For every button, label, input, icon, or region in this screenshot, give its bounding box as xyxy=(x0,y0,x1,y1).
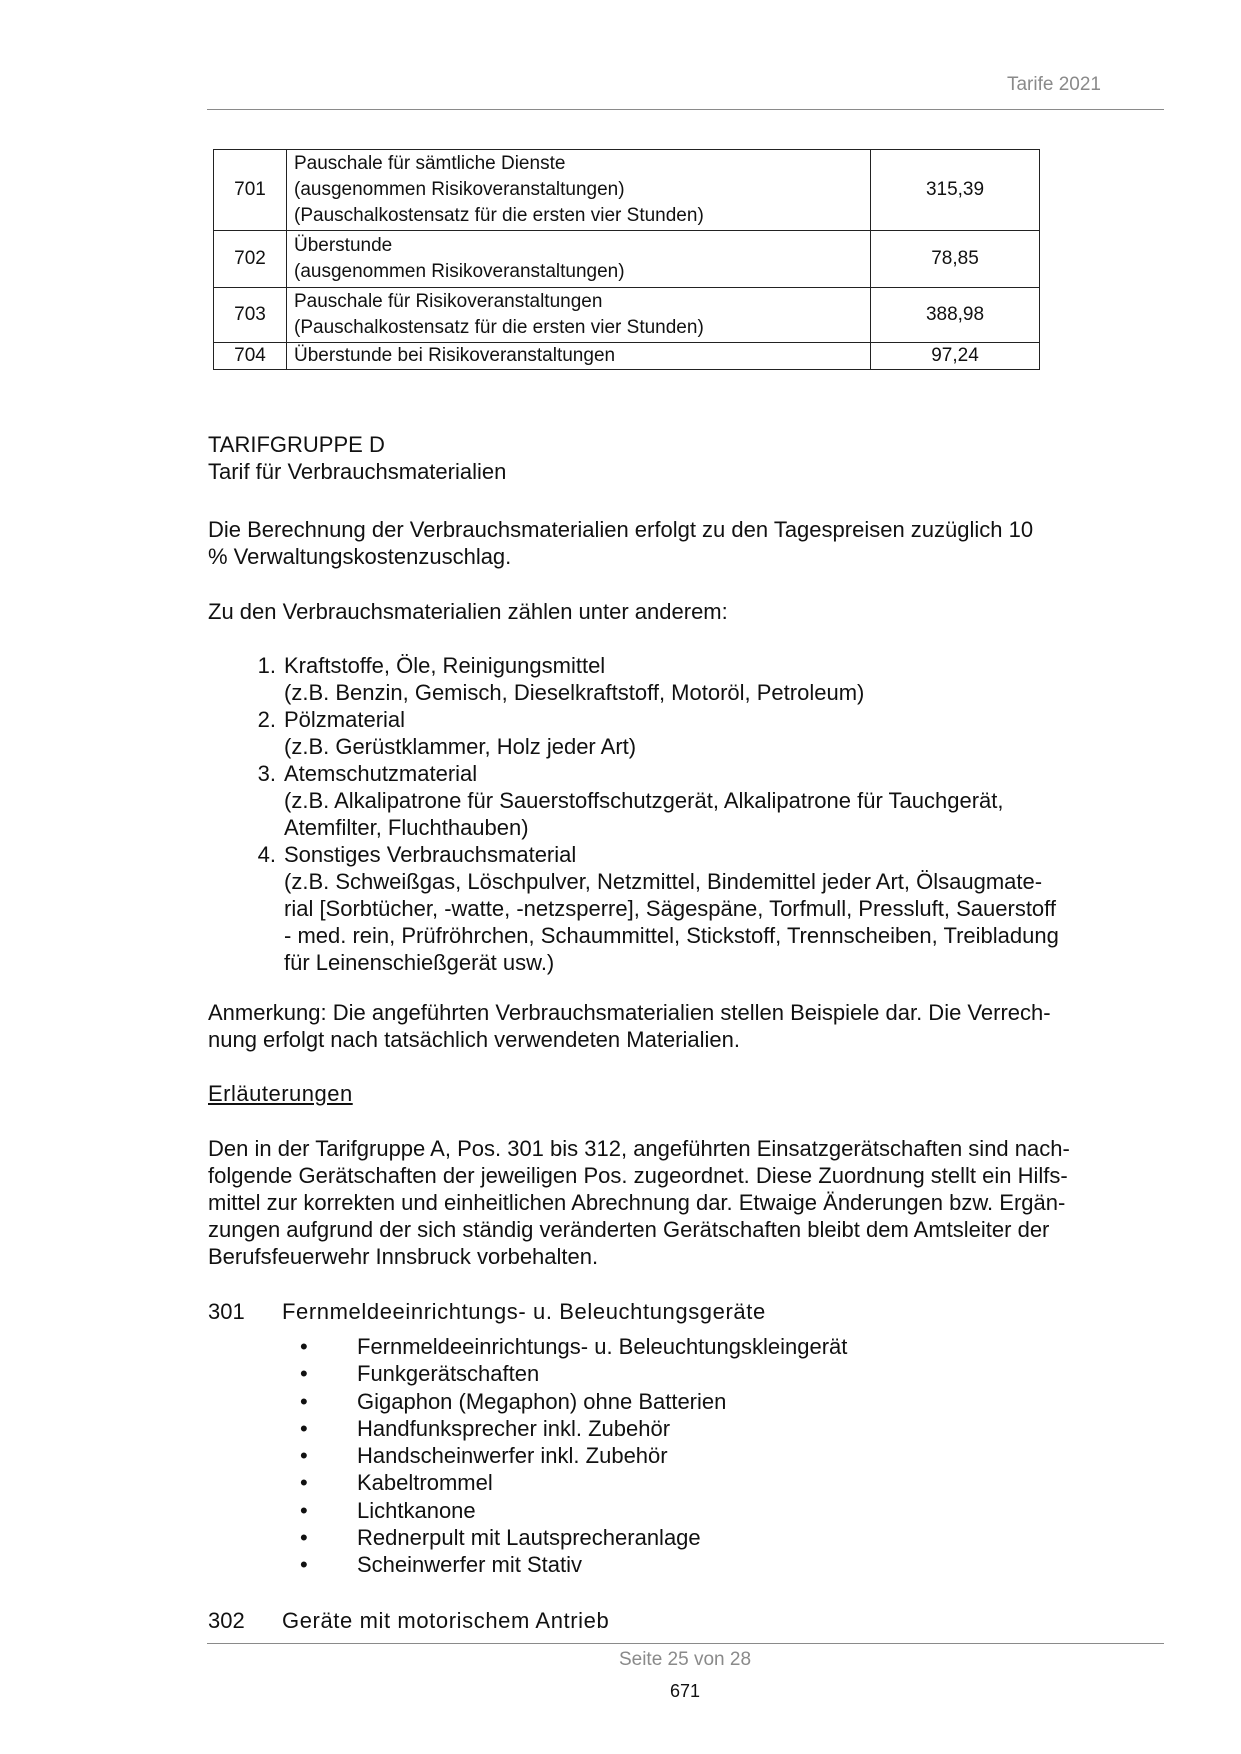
paragraph-line: zungen aufgrund der sich ständig veränderten Gerätschaften bleibt dem Amtsleiter der xyxy=(208,1217,1050,1242)
list-item-text: Gigaphon (Megaphon) ohne Batterien xyxy=(357,1388,727,1414)
table-row xyxy=(214,343,1040,370)
paragraph-line: Den in der Tarifgruppe A, Pos. 301 bis 312, angeführten Einsatzgerätschaften sind nach- xyxy=(208,1136,1070,1161)
row-price: 315,39 xyxy=(871,150,1040,231)
bullet-icon: • xyxy=(300,1334,308,1359)
list-item-text: Handfunksprecher inkl. Zubehör xyxy=(357,1415,671,1441)
bullet-icon: • xyxy=(300,1470,308,1496)
list-item-line: - med. rein, Prüfröhrchen, Schaummittel, Stickstoff, Trennscheiben, Treibladung xyxy=(284,923,1059,948)
intro-line: Die Berechnung der Verbrauchsmaterialien erfolgt zu den Tagespreisen zuzüglich 10 xyxy=(208,517,1034,542)
bullet-icon: • xyxy=(300,1497,308,1523)
row-number: 703 xyxy=(214,288,287,343)
list-item-text: Fernmeldeeinrichtungs- u. Beleuchtungskleingerät xyxy=(357,1334,848,1359)
table-row xyxy=(214,231,1040,288)
description-line: (ausgenommen Risikoveranstaltungen) xyxy=(294,179,625,200)
row-price: 78,85 xyxy=(871,231,1040,288)
description-line: Überstunde xyxy=(294,235,393,256)
row-description xyxy=(287,150,871,231)
row-number: 704 xyxy=(214,343,287,370)
position-title: Geräte mit motorischem Antrieb xyxy=(282,1608,610,1633)
list-item-line: rial [Sorbtücher, -watte, -netzsperre], Sägespäne, Torfmull, Pressluft, Sauerstoff xyxy=(284,896,1056,921)
row-number: 702 xyxy=(214,231,287,288)
list-item-number: 3. xyxy=(257,761,276,786)
list-item xyxy=(300,1524,847,1551)
description-line: (Pauschalkostensatz für die ersten vier Stunden) xyxy=(294,317,704,338)
section-subheading: Tarif für Verbrauchsmaterialien xyxy=(208,459,507,484)
description-line: Überstunde bei Risikoveranstaltungen xyxy=(294,345,616,366)
list-item-text: Funkgerätschaften xyxy=(357,1361,540,1387)
note-line: Anmerkung: Die angeführten Verbrauchsmaterialien stellen Beispiele dar. Die Verrech- xyxy=(208,1000,1051,1025)
bullet-icon: • xyxy=(300,1552,308,1578)
bullet-icon: • xyxy=(300,1361,308,1387)
list-item xyxy=(300,1333,847,1360)
list-item xyxy=(300,1415,847,1442)
list-item-line: Atemfilter, Fluchthauben) xyxy=(284,815,529,840)
paragraph-line: mittel zur korrekten und einheitlichen Abrechnung dar. Etwaige Änderungen bzw. Ergän- xyxy=(208,1190,1066,1215)
paragraph-line: folgende Gerätschaften der jeweiligen Pos. zugeordnet. Diese Zuordnung stellt ein Hilfs- xyxy=(208,1163,1068,1188)
list-item-line: Pölzmaterial xyxy=(284,707,406,732)
footer-page-label: Seite 25 von 28 xyxy=(618,1649,752,1670)
bullet-icon: • xyxy=(300,1415,308,1441)
list-item-line: Kraftstoffe, Öle, Reinigungsmittel xyxy=(284,653,606,678)
list-item-line: Sonstiges Verbrauchsmaterial xyxy=(284,842,577,867)
erlaeuterungen-heading: Erläuterungen xyxy=(208,1081,353,1106)
section-heading: TARIFGRUPPE D xyxy=(208,432,385,457)
list-item-text: Lichtkanone xyxy=(357,1497,476,1523)
list-item xyxy=(300,1442,847,1469)
description-line: (ausgenommen Risikoveranstaltungen) xyxy=(294,261,625,282)
list-item xyxy=(300,1388,847,1415)
row-description xyxy=(287,288,871,343)
list-item-number: 4. xyxy=(257,842,276,867)
list-item xyxy=(300,1469,847,1496)
list-item-line: für Leinenschießgerät usw.) xyxy=(284,950,555,975)
list-item xyxy=(300,1360,847,1387)
table-row xyxy=(214,150,1040,231)
row-price: 97,24 xyxy=(871,343,1040,370)
position-code: 301 xyxy=(208,1299,245,1324)
list-item-line: (z.B. Schweißgas, Löschpulver, Netzmittel, Bindemittel jeder Art, Ölsaugmate- xyxy=(284,869,1043,894)
bullet-icon: • xyxy=(300,1525,308,1551)
position-code: 302 xyxy=(208,1608,245,1633)
list-item-text: Scheinwerfer mit Stativ xyxy=(357,1552,582,1578)
table-row xyxy=(214,288,1040,343)
description-line: Pauschale für sämtliche Dienste xyxy=(294,153,566,174)
list-item-text: Handscheinwerfer inkl. Zubehör xyxy=(357,1443,668,1469)
list-item-number: 1. xyxy=(257,653,276,678)
position-302 xyxy=(208,1607,1108,1634)
row-description xyxy=(287,231,871,288)
footer-page-number: 671 xyxy=(669,1681,701,1701)
list-item-line: (z.B. Benzin, Gemisch, Dieselkraftstoff, Motoröl, Petroleum) xyxy=(284,680,865,705)
footer-rule xyxy=(207,1643,1164,1644)
equipment-list xyxy=(300,1333,847,1579)
row-number: 701 xyxy=(214,150,287,231)
note-line: nung erfolgt nach tatsächlich verwendeten Materialien. xyxy=(208,1027,740,1052)
header-title: Tarife 2021 xyxy=(1006,74,1101,95)
header-rule xyxy=(207,109,1164,110)
list-item-text: Rednerpult mit Lautsprecheranlage xyxy=(357,1525,701,1551)
list-item-line: (z.B. Alkalipatrone für Sauerstoffschutzgerät, Alkalipatrone für Tauchgerät, xyxy=(284,788,1004,813)
paragraph-line: Berufsfeuerwehr Innsbruck vorbehalten. xyxy=(208,1244,599,1269)
list-item xyxy=(300,1497,847,1524)
description-line: Pauschale für Risikoveranstaltungen xyxy=(294,291,603,312)
list-item xyxy=(300,1551,847,1578)
description-line: (Pauschalkostensatz für die ersten vier Stunden) xyxy=(294,205,704,226)
list-intro: Zu den Verbrauchsmaterialien zählen unter anderem: xyxy=(208,599,728,624)
list-item-number: 2. xyxy=(257,707,276,732)
list-item-text: Kabeltrommel xyxy=(357,1470,493,1496)
intro-line: % Verwaltungskostenzuschlag. xyxy=(208,544,512,569)
list-item-line: (z.B. Gerüstklammer, Holz jeder Art) xyxy=(284,734,637,759)
position-301 xyxy=(208,1298,1108,1325)
position-title: Fernmeldeeinrichtungs- u. Beleuchtungsgeräte xyxy=(282,1299,766,1324)
bullet-icon: • xyxy=(300,1388,308,1414)
row-price: 388,98 xyxy=(871,288,1040,343)
list-item-line: Atemschutzmaterial xyxy=(284,761,478,786)
row-description xyxy=(287,343,871,370)
tarif-table xyxy=(213,149,1040,370)
bullet-icon: • xyxy=(300,1443,308,1469)
